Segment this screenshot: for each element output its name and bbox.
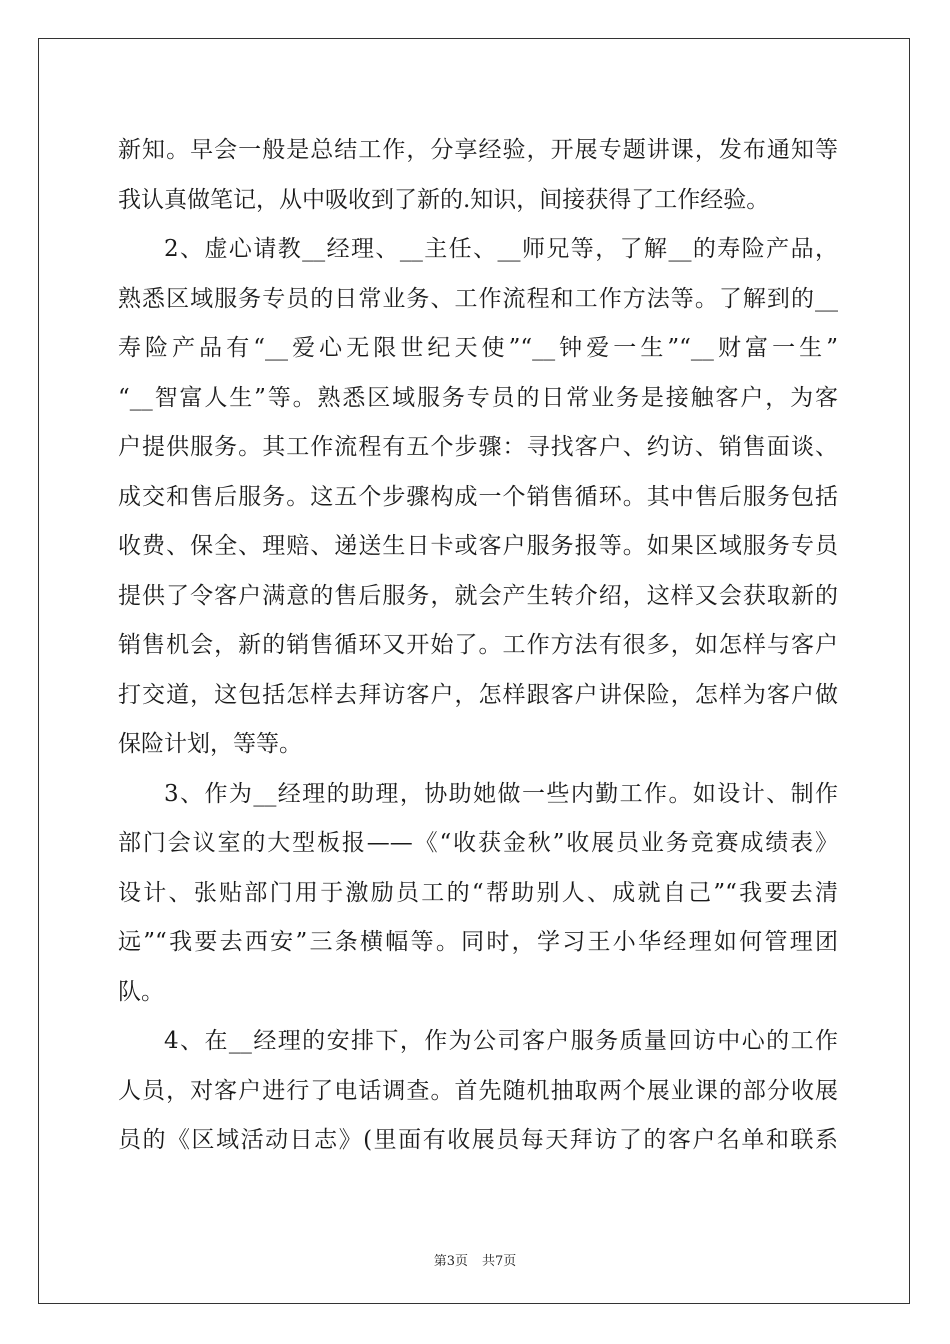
page-number: 第3页 <box>433 1254 468 1269</box>
text-line: 新知。早会一般是总结工作，分享经验，开展专题讲课，发布通知等 <box>118 137 838 163</box>
paragraph-4 <box>118 1017 838 1166</box>
paragraph-1 <box>118 126 838 225</box>
text-line: 2、虚心请教__经理、__主任、__师兄等，了解__的寿险产品， <box>164 236 838 262</box>
text-line: 队。 <box>118 978 164 1005</box>
text-line: 销售机会，新的销售循环又开始了。工作方法有很多，如怎样与客户 <box>118 632 838 658</box>
text-line: 寿险产品有“__爱心无限世纪天使”“__钟爱一生”“__财富一生” <box>118 335 838 361</box>
document-body <box>118 126 838 1166</box>
text-line: 部门会议室的大型板报——《“收获金秋”收展员业务竞赛成绩表》 <box>118 830 838 856</box>
text-line: 成交和售后服务。这五个步骤构成一个销售循环。其中售后服务包括 <box>118 483 838 510</box>
text-line: 保险计划，等等。 <box>118 731 302 757</box>
paragraph-3 <box>118 770 838 1018</box>
text-line: 收费、保全、理赔、递送生日卡或客户服务报等。如果区域服务专员 <box>118 533 838 559</box>
paragraph-2 <box>118 225 838 770</box>
text-line: 4、在__经理的安排下，作为公司客户服务质量回访中心的工作 <box>164 1028 838 1054</box>
text-line: 打交道，这包括怎样去拜访客户，怎样跟客户讲保险，怎样为客户做 <box>118 681 838 708</box>
text-line: 人员，对客户进行了电话调查。首先随机抽取两个展业课的部分收展 <box>118 1077 838 1104</box>
text-line: 员的《区域活动日志》(里面有收展员每天拜访了的客户名单和联系 <box>118 1127 838 1153</box>
text-line: 远”“我要去西安”三条横幅等。同时，学习王小华经理如何管理团 <box>118 929 838 955</box>
text-line: 3、作为__经理的助理，协助她做一些内勤工作。如设计、制作 <box>164 780 838 807</box>
text-line: 提供了令客户满意的售后服务，就会产生转介绍，这样又会获取新的 <box>118 582 838 609</box>
text-line: 户提供服务。其工作流程有五个步骤：寻找客户、约访、销售面谈、 <box>118 434 838 460</box>
text-line: 我认真做笔记，从中吸收到了新的.知识，间接获得了工作经验。 <box>118 186 770 213</box>
page-total: 共7页 <box>482 1254 517 1269</box>
text-line: “__智富人生”等。熟悉区域服务专员的日常业务是接触客户，为客 <box>118 384 838 411</box>
page-footer <box>0 1250 950 1269</box>
text-line: 设计、张贴部门用于激励员工的“帮助别人、成就自己”“我要去清 <box>118 879 838 906</box>
text-line: 熟悉区域服务专员的日常业务、工作流程和工作方法等。了解到的__ <box>118 285 838 312</box>
